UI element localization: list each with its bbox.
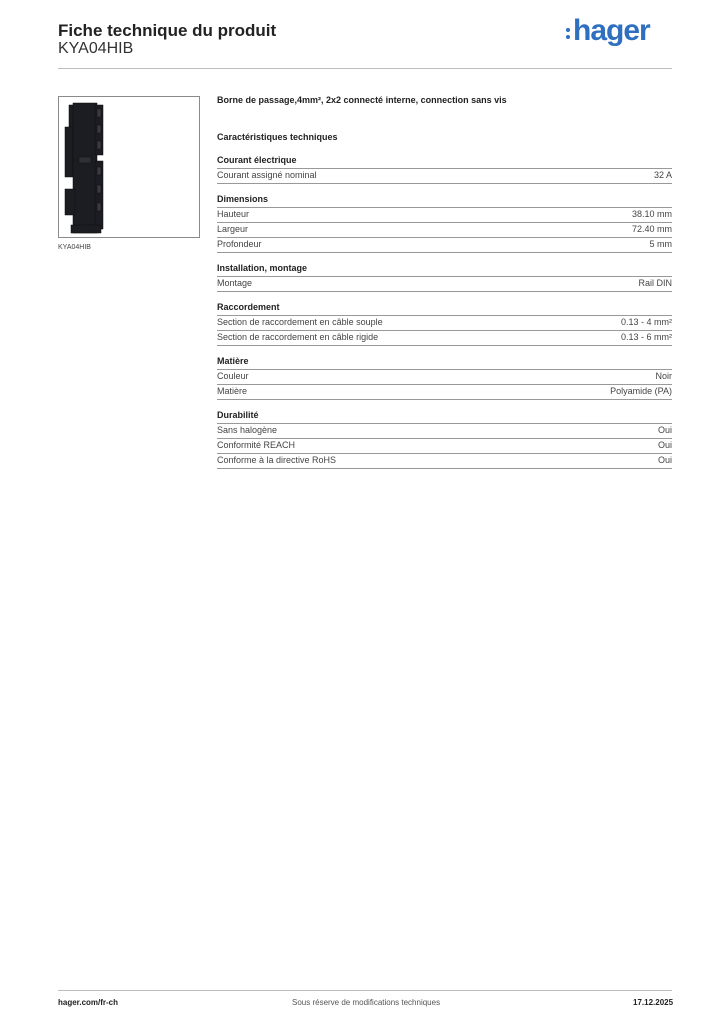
spec-row: [217, 316, 672, 331]
spec-value: Oui: [657, 440, 672, 450]
spec-value: 5 mm: [649, 239, 672, 249]
spec-row: [217, 385, 672, 400]
product-image: [58, 96, 200, 238]
spec-content: [217, 95, 672, 479]
product-code: KYA04HIB: [58, 40, 134, 57]
hager-logo: [566, 14, 650, 48]
spec-row: [217, 277, 672, 292]
spec-label: Courant assigné nominal: [217, 170, 317, 180]
footer-date: 17.12.2025: [633, 998, 674, 1007]
spec-value: Noir: [655, 371, 672, 381]
logo-text: hager: [573, 14, 650, 47]
spec-value: Oui: [657, 425, 672, 435]
image-caption: KYA04HIB: [58, 244, 91, 251]
spec-row: [217, 424, 672, 439]
spec-label: Section de raccordement en câble rigide: [217, 332, 379, 342]
spec-row: [217, 208, 672, 223]
footer-divider: [58, 990, 672, 991]
page-title: Fiche technique du produit: [58, 21, 277, 40]
spec-sections: [217, 155, 672, 469]
spec-value: 38.10 mm: [631, 209, 672, 219]
footer-notice: Sous réserve de modifications techniques: [292, 998, 441, 1007]
spec-row: [217, 370, 672, 385]
spec-section: [217, 356, 672, 400]
spec-row: [217, 238, 672, 253]
spec-label: Largeur: [217, 224, 249, 234]
spec-label: Sans halogène: [217, 425, 278, 435]
section-title: Matière: [217, 356, 672, 370]
tech-characteristics-title: Caractéristiques techniques: [217, 132, 338, 142]
spec-label: Matière: [217, 386, 248, 396]
spec-value: 0.13 - 6 mm²: [620, 332, 672, 342]
spec-section: [217, 194, 672, 253]
spec-section: [217, 302, 672, 346]
spec-section: [217, 263, 672, 292]
product-description: Borne de passage,4mm², 2x2 connecté interne, connection sans vis: [217, 95, 507, 105]
spec-value: 72.40 mm: [631, 224, 672, 234]
spec-row: [217, 331, 672, 346]
spec-section: [217, 410, 672, 469]
section-title: Raccordement: [217, 302, 672, 316]
spec-row: [217, 223, 672, 238]
spec-row: [217, 169, 672, 184]
spec-label: Section de raccordement en câble souple: [217, 317, 383, 327]
spec-label: Montage: [217, 278, 253, 288]
footer-website-link[interactable]: hager.com/fr-ch: [58, 998, 119, 1007]
section-title: Courant électrique: [217, 155, 672, 169]
logo-colon-icon: [566, 28, 570, 39]
spec-value: 32 A: [653, 170, 672, 180]
terminal-block-illustration: [59, 97, 199, 237]
header-divider: [58, 68, 672, 69]
section-title: Dimensions: [217, 194, 672, 208]
spec-label: Couleur: [217, 371, 249, 381]
spec-label: Conformité REACH: [217, 440, 296, 450]
spec-value: Oui: [657, 455, 672, 465]
spec-value: Polyamide (PA): [610, 386, 672, 396]
spec-label: Hauteur: [217, 209, 250, 219]
spec-value: Rail DIN: [638, 278, 672, 288]
spec-row: [217, 454, 672, 469]
section-title: Durabilité: [217, 410, 672, 424]
spec-value: 0.13 - 4 mm²: [620, 317, 672, 327]
spec-section: [217, 155, 672, 184]
spec-row: [217, 439, 672, 454]
spec-label: Conforme à la directive RoHS: [217, 455, 337, 465]
section-title: Installation, montage: [217, 263, 672, 277]
spec-label: Profondeur: [217, 239, 262, 249]
